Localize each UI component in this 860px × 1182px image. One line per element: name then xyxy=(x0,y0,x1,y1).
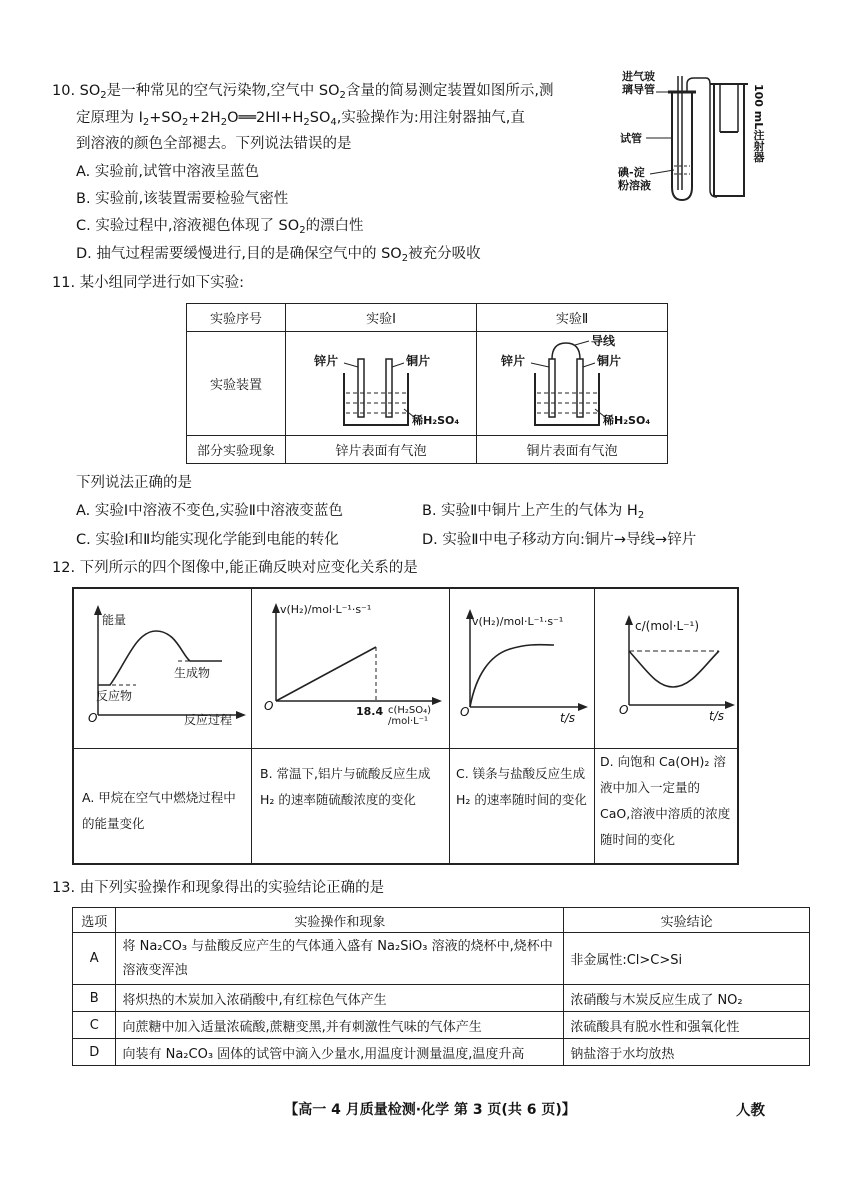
q13-row-conclusion: 钠盐溶于水均放热 xyxy=(564,1039,810,1066)
graph-c-origin: O xyxy=(460,705,470,719)
label-glass-tube: 进气玻璃导管 xyxy=(622,70,655,96)
q13-row-conclusion: 浓硫酸具有脱水性和强氧化性 xyxy=(564,1012,810,1039)
q11-table xyxy=(186,303,668,464)
q10-option-c: C. 实验过程中,溶液褪色体现了 $SO_2$的漂白性 xyxy=(76,218,364,236)
label-cu-1: 铜片 xyxy=(406,354,431,368)
graph-d-origin: O xyxy=(619,703,629,717)
q13-row-conclusion: 浓硝酸与木炭反应生成了 NO₂ xyxy=(564,985,810,1012)
label-wire: 导线 xyxy=(591,334,616,348)
q10-option-a: A. 实验前,试管中溶液呈蓝色 xyxy=(76,164,259,180)
label-acid-1: 稀H₂SO₄ xyxy=(412,414,460,427)
graph-c-ylabel: v(H₂)/mol·L⁻¹·s⁻¹ xyxy=(472,615,564,628)
q13-row-operation: 向蔗糖中加入适量浓硫酸,蔗糖变黑,并有刺激性气味的气体产生 xyxy=(116,1012,564,1039)
table-row xyxy=(73,1012,810,1039)
graph-d xyxy=(595,589,739,748)
label-acid-2: 稀H₂SO₄ xyxy=(603,414,651,427)
q11-option-d: D. 实验Ⅱ中电子移动方向:铜片→导线→锌片 xyxy=(422,532,697,548)
graph-b-xlabel-line2: /mol·L⁻¹ xyxy=(388,716,429,727)
q11-option-a: A. 实验Ⅰ中溶液不变色,实验Ⅱ中溶液变蓝色 xyxy=(76,503,343,519)
q11-header-exp1: 实验Ⅰ xyxy=(286,304,477,332)
graph-d-ylabel: c/(mol·L⁻¹) xyxy=(635,619,700,633)
q10-stem-line1: 10. $SO_2$是一种常见的空气污染物,空气中 $SO_2$含量的简易测定装置如图所示,测 xyxy=(52,83,554,101)
graph-b-tick: 18.4 xyxy=(356,705,384,718)
graph-a xyxy=(74,589,251,748)
q13-header-conclusion: 实验结论 xyxy=(564,908,810,933)
q12-figure-grid xyxy=(72,587,739,865)
page-footer: 【高一 4 月质量检测·化学 第 3 页(共 6 页)】 xyxy=(284,1102,576,1118)
q11-option-c: C. 实验Ⅰ和Ⅱ均能实现化学能到电能的转化 xyxy=(76,532,339,548)
so2-apparatus-figure xyxy=(610,62,780,207)
graph-a-product: 生成物 xyxy=(174,666,211,680)
label-zn-2: 锌片 xyxy=(501,354,526,368)
label-syringe: 100 mL注射器 xyxy=(752,84,765,163)
q10-option-d: D. 抽气过程需要缓慢进行,目的是确保空气中的 $SO_2$被充分吸收 xyxy=(76,246,481,264)
q11-stem: 11. 某小组同学进行如下实验: xyxy=(52,275,245,291)
q13-row-operation: 将炽热的木炭加入浓硝酸中,有红棕色气体产生 xyxy=(116,985,564,1012)
graph-b xyxy=(252,589,449,748)
q13-header-operation: 实验操作和现象 xyxy=(116,908,564,933)
q12-caption-c: C. 镁条与盐酸反应生成 H₂ 的速率随时间的变化 xyxy=(456,766,587,807)
graph-a-origin: O xyxy=(88,711,98,725)
q13-row-option: D xyxy=(73,1039,116,1066)
graph-a-reactant: 反应物 xyxy=(96,689,133,703)
graph-c xyxy=(450,589,594,748)
q10-option-b: B. 实验前,该装置需要检验气密性 xyxy=(76,191,289,207)
q13-row-conclusion: 非金属性:Cl>C>Si xyxy=(564,933,810,985)
label-zn-1: 锌片 xyxy=(314,354,339,368)
label-solution: 碘-淀粉溶液 xyxy=(618,166,651,192)
q13-row-option: A xyxy=(73,933,116,985)
graph-d-svg xyxy=(595,589,739,748)
footer-edition: 人教 xyxy=(736,1103,765,1119)
q11-row-phenomenon: 部分实验现象 xyxy=(187,436,286,464)
graph-a-ylabel: 能量 xyxy=(102,613,127,627)
graph-b-origin: O xyxy=(264,699,274,713)
q11-question: 下列说法正确的是 xyxy=(76,475,192,491)
q11-device-2 xyxy=(477,332,668,436)
q11-device-1 xyxy=(286,332,477,436)
graph-a-xlabel: 反应过程 xyxy=(184,713,233,727)
q11-header-exp2: 实验Ⅱ xyxy=(477,304,668,332)
graph-b-xlabel-line1: c(H₂SO₄) xyxy=(388,705,432,716)
label-test-tube: 试管 xyxy=(620,132,642,145)
q11-row-device: 实验装置 xyxy=(187,332,286,436)
q10-stem-line2: 定原理为 $I_2+SO_2+2H_2O══2HI+H_2SO_4$,实验操作为:用注射器抽气,直 xyxy=(76,110,525,128)
q10-stem-line3: 到溶液的颜色全部褪去。下列说法错误的是 xyxy=(76,136,352,152)
q13-row-operation: 向装有 Na₂CO₃ 固体的试管中滴入少量水,用温度计测量温度,温度升高 xyxy=(116,1039,564,1066)
q13-header-option: 选项 xyxy=(73,908,116,933)
graph-b-ylabel: v(H₂)/mol·L⁻¹·s⁻¹ xyxy=(280,603,372,616)
q12-caption-a: A. 甲烷在空气中燃烧过程中的能量变化 xyxy=(82,790,236,831)
q12-caption-b: B. 常温下,铝片与硫酸反应生成 H₂ 的速率随硫酸浓度的变化 xyxy=(260,766,431,807)
q11-header-seq: 实验序号 xyxy=(187,304,286,332)
q13-row-option: B xyxy=(73,985,116,1012)
graph-d-xlabel: t/s xyxy=(709,709,724,723)
table-row xyxy=(73,985,810,1012)
q11-phenomenon-2: 铜片表面有气泡 xyxy=(477,436,668,464)
q13-stem: 13. 由下列实验操作和现象得出的实验结论正确的是 xyxy=(52,880,385,896)
q11-phenomenon-1: 锌片表面有气泡 xyxy=(286,436,477,464)
label-cu-2: 铜片 xyxy=(597,354,622,368)
q12-stem: 12. 下列所示的四个图像中,能正确反映对应变化关系的是 xyxy=(52,560,418,576)
q13-table xyxy=(72,907,810,1066)
q12-caption-d: D. 向饱和 Ca(OH)₂ 溶液中加入一定量的 CaO,溶液中溶质的浓度随时间的变化 xyxy=(600,754,731,847)
table-row xyxy=(73,933,810,985)
graph-b-xlabel xyxy=(388,705,431,727)
q13-row-operation: 将 Na₂CO₃ 与盐酸反应产生的气体通入盛有 Na₂SiO₃ 溶液的烧杯中,烧杯中溶液变浑浊 xyxy=(116,933,564,985)
q11-option-b: B. 实验Ⅱ中铜片上产生的气体为 $H_2$ xyxy=(422,503,645,521)
q13-row-option: C xyxy=(73,1012,116,1039)
table-row xyxy=(73,1039,810,1066)
graph-c-xlabel: t/s xyxy=(560,711,575,725)
